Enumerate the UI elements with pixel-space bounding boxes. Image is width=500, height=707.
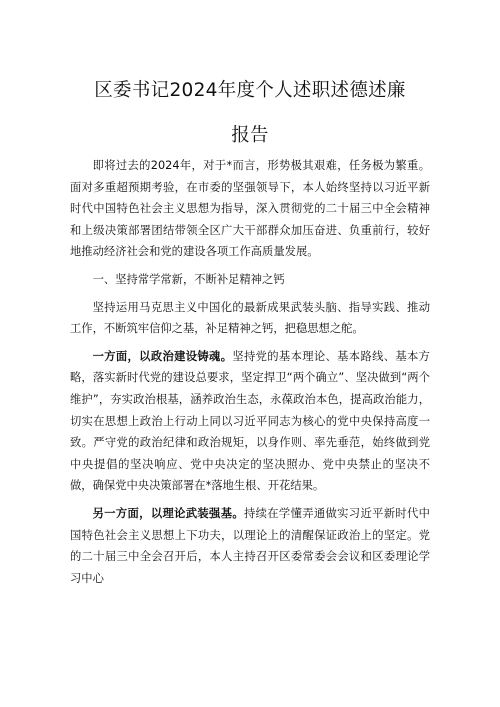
paragraph-theory-armament bbox=[70, 503, 430, 589]
paragraph-text: 持续在学懂弄通做实习近平新时代中国特色社会主义思想上下功夫，以理论上的清醒保证政治上的坚定。党的二十届三中全会召开后，本人主持召开区委常委会会议和区委理论学习中心 bbox=[70, 506, 430, 585]
document-body bbox=[70, 155, 430, 595]
paragraph-lead: 另一方面，以理论武装强基。 bbox=[92, 506, 244, 520]
paragraph-section-intro bbox=[70, 297, 430, 340]
paragraph-text: 坚持党的基本理论、基本路线、基本方略，落实新时代党的建设总要求，坚定捍卫“两个确立”、坚决做到“两个维护”，夯实政治根基，涵养政治生态，永葆政治本色，提高政治能力，切实在思想上政治上行动上同以习近平同志为核心的党中央保持高度一致。严守党的政治纪律和政治规矩，以身作则、率先垂范，始终做到党中央提倡的坚决响应、党中央决定的坚决照办、党中央禁止的坚决不做，确保党中央决策部署在*落地生根、开花结果。 bbox=[70, 349, 430, 493]
document-title-line-1: 区委书记2024年度个人述职述德述廉 bbox=[94, 80, 406, 101]
paragraph-text: 一、坚持常学常新，不断补足精神之钙 bbox=[92, 272, 285, 286]
paragraph-intro bbox=[70, 155, 430, 263]
paragraph-text: 即将过去的2024年，对于*而言，形势极其艰难，任务极为繁重。面对多重超预期考验，在市委的坚强领导下，本人始终坚持以习近平新时代中国特色社会主义思想为指导，深入贯彻党的二十届三中全会精神和上级决策部署团结带领全区广大干部群众加压奋进、负重前行，较好地推动经济社会和党的建设各项工作高质量发展。 bbox=[70, 159, 430, 259]
document-title-line-2: 报告 bbox=[231, 125, 269, 146]
paragraph-lead: 一方面，以政治建设铸魂。 bbox=[92, 349, 233, 363]
paragraph-text: 坚持运用马克思主义中国化的最新成果武装头脑、指导实践、推动工作，不断筑牢信仰之基，补足精神之钙，把稳思想之舵。 bbox=[70, 300, 430, 336]
paragraph-political-building bbox=[70, 346, 430, 497]
section-heading bbox=[70, 269, 430, 291]
